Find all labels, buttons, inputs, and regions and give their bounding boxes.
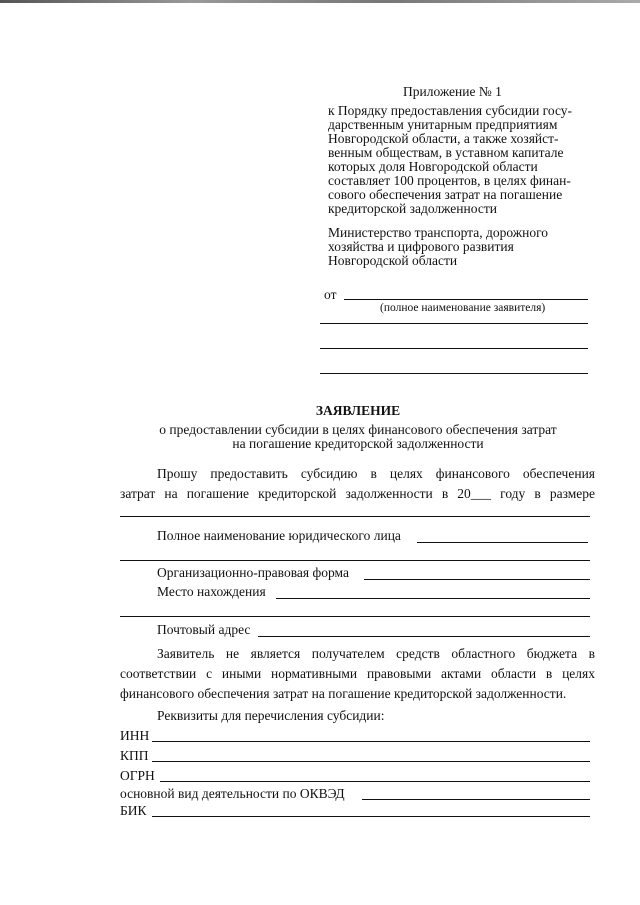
full-name-field-2[interactable] bbox=[120, 560, 590, 561]
scan-edge bbox=[0, 0, 640, 3]
postal-field[interactable] bbox=[258, 636, 590, 637]
okved-label: основной вид деятельности по ОКВЭД bbox=[120, 786, 345, 801]
request-line-1: Прошу предоставить субсидию в целях финансового обеспечения bbox=[157, 466, 595, 481]
document-subtitle-1: о предоставлении субсидии в целях финансового обеспечения затрат bbox=[159, 422, 557, 437]
appendix-title: Приложение № 1 bbox=[403, 84, 502, 99]
appendix-line: венным обществам, в уставном капитале bbox=[328, 145, 564, 160]
appendix-line: которых доля Новгородской области bbox=[328, 159, 538, 174]
location-field-2[interactable] bbox=[120, 616, 590, 617]
appendix-line: дарственным унитарным предприятиям bbox=[328, 117, 558, 132]
postal-label: Почтовый адрес bbox=[157, 622, 251, 637]
okved-field[interactable] bbox=[362, 799, 590, 800]
bik-label: БИК bbox=[120, 803, 147, 818]
amount-field[interactable] bbox=[120, 516, 590, 517]
bik-field[interactable] bbox=[152, 816, 590, 817]
ogrn-label: ОГРН bbox=[120, 768, 155, 783]
kpp-field[interactable] bbox=[152, 761, 590, 762]
addressee-line: Новгородской области bbox=[328, 253, 458, 268]
appendix-line: сового обеспечения затрат на погашение bbox=[328, 187, 563, 202]
applicant-name-field[interactable] bbox=[344, 299, 588, 300]
document-subtitle-2: на погашение кредиторской задолженности bbox=[232, 436, 484, 451]
addressee-line: Министерство транспорта, дорожного bbox=[328, 225, 549, 240]
kpp-label: КПП bbox=[120, 748, 149, 763]
from-label: от bbox=[324, 287, 337, 302]
addressee-line: хозяйства и цифрового развития bbox=[328, 239, 514, 254]
statement-line-2: соответствии с иными нормативными правовыми актами области в целях bbox=[120, 666, 595, 681]
request-line-2: затрат на погашение кредиторской задолженности в 20___ году в размере bbox=[120, 486, 595, 501]
inn-field[interactable] bbox=[152, 741, 590, 742]
applicant-name-field-3[interactable] bbox=[320, 348, 588, 349]
full-name-label: Полное наименование юридического лица bbox=[157, 528, 401, 543]
appendix-line: Новгородской области, а также хозяйст- bbox=[328, 131, 559, 146]
document-title: ЗАЯВЛЕНИЕ bbox=[315, 403, 401, 418]
applicant-name-field-4[interactable] bbox=[320, 373, 588, 374]
location-field[interactable] bbox=[276, 598, 590, 599]
ogrn-field[interactable] bbox=[160, 781, 590, 782]
full-name-field[interactable] bbox=[417, 542, 588, 543]
appendix-line: составляет 100 процентов, в целях финан- bbox=[328, 173, 571, 188]
appendix-line: к Порядку предоставления субсидии госу- bbox=[328, 103, 573, 118]
location-label: Место нахождения bbox=[157, 584, 266, 599]
applicant-name-field-2[interactable] bbox=[320, 323, 588, 324]
from-hint: (полное наименование заявителя) bbox=[380, 302, 546, 314]
legal-form-field[interactable] bbox=[364, 579, 590, 580]
legal-form-label: Организационно-правовая форма bbox=[157, 565, 349, 580]
statement-line-3: финансового обеспечения затрат на погашение кредиторской задолженности. bbox=[120, 686, 567, 701]
requisites-title: Реквизиты для перечисления субсидии: bbox=[157, 708, 385, 723]
inn-label: ИНН bbox=[120, 728, 150, 743]
appendix-line: кредиторской задолженности bbox=[328, 201, 497, 216]
statement-line-1: Заявитель не является получателем средств областного бюджета в bbox=[157, 646, 595, 661]
